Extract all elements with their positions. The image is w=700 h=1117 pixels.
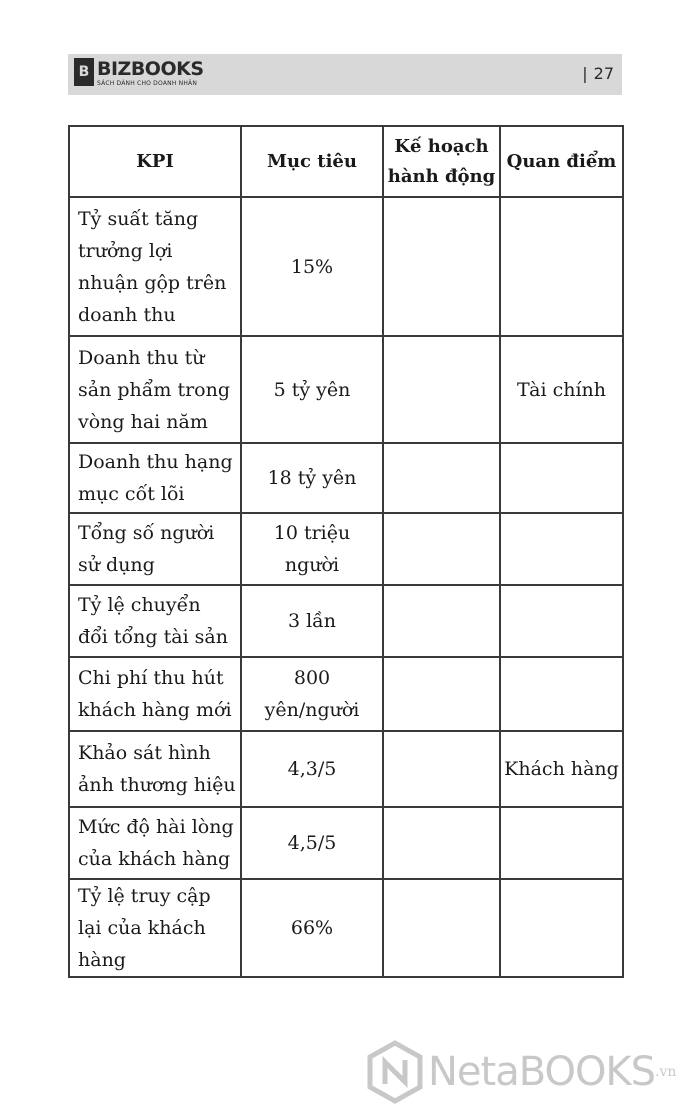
kpi-cell: Tỷ suất tăng trưởng lợi nhuận gộp trên doanh thu [69, 197, 241, 336]
plan-cell [383, 197, 500, 336]
page-header [68, 54, 622, 95]
brand-name: BIZBOOKS [97, 58, 204, 80]
plan-cell [383, 585, 500, 657]
plan-cell [383, 513, 500, 585]
perspective-cell [500, 585, 623, 657]
kpi-cell: Tổng số người sử dụng [69, 513, 241, 585]
kpi-cell: Chi phí thu hút khách hàng mới [69, 657, 241, 731]
page-number-separator: | [582, 64, 588, 83]
column-header-target: Mục tiêu [241, 126, 383, 197]
neta-hexagon-logo-icon [366, 1040, 424, 1104]
target-cell: 5 tỷ yên [241, 336, 383, 443]
bizbooks-logo-icon: B [74, 58, 94, 86]
target-cell: 10 triệu người [241, 513, 383, 585]
netabooks-watermark [366, 1040, 676, 1104]
kpi-cell: Doanh thu từ sản phẩm trong vòng hai năm [69, 336, 241, 443]
target-cell: 66% [241, 879, 383, 977]
table-row [69, 197, 623, 336]
kpi-cell: Doanh thu hạng mục cốt lõi [69, 443, 241, 513]
kpi-cell: Mức độ hài lòng của khách hàng [69, 807, 241, 879]
table-row [69, 336, 623, 443]
watermark-text: NetaBOOKS [428, 1049, 656, 1095]
perspective-cell [500, 879, 623, 977]
kpi-table [68, 125, 624, 978]
target-cell: 4,3/5 [241, 731, 383, 807]
plan-cell [383, 336, 500, 443]
table-row [69, 879, 623, 977]
target-cell: 800 yên/người [241, 657, 383, 731]
watermark-suffix: .vn [655, 1064, 677, 1080]
perspective-cell [500, 443, 623, 513]
perspective-cell [500, 513, 623, 585]
table-row [69, 443, 623, 513]
table-row [69, 731, 623, 807]
plan-cell [383, 731, 500, 807]
plan-cell [383, 879, 500, 977]
column-header-kpi: KPI [69, 126, 241, 197]
plan-cell [383, 443, 500, 513]
bizbooks-logo [74, 58, 204, 88]
page-number-value: 27 [593, 64, 614, 83]
target-cell: 4,5/5 [241, 807, 383, 879]
table-row [69, 585, 623, 657]
perspective-cell [500, 657, 623, 731]
column-header-action-plan: Kế hoạch hành động [383, 126, 500, 197]
perspective-cell: Tài chính [500, 336, 623, 443]
table-row [69, 807, 623, 879]
page-number [582, 64, 614, 83]
target-cell: 18 tỷ yên [241, 443, 383, 513]
perspective-cell [500, 197, 623, 336]
perspective-cell [500, 807, 623, 879]
table-header-row [69, 126, 623, 197]
target-cell: 3 lần [241, 585, 383, 657]
kpi-cell: Tỷ lệ truy cập lại của khách hàng [69, 879, 241, 977]
kpi-cell: Khảo sát hình ảnh thương hiệu [69, 731, 241, 807]
column-header-perspective: Quan điểm [500, 126, 623, 197]
perspective-cell: Khách hàng [500, 731, 623, 807]
table-row [69, 657, 623, 731]
target-cell: 15% [241, 197, 383, 336]
table-row [69, 513, 623, 585]
kpi-cell: Tỷ lệ chuyển đổi tổng tài sản [69, 585, 241, 657]
plan-cell [383, 657, 500, 731]
plan-cell [383, 807, 500, 879]
brand-tagline: SÁCH DÀNH CHO DOANH NHÂN [97, 80, 198, 87]
